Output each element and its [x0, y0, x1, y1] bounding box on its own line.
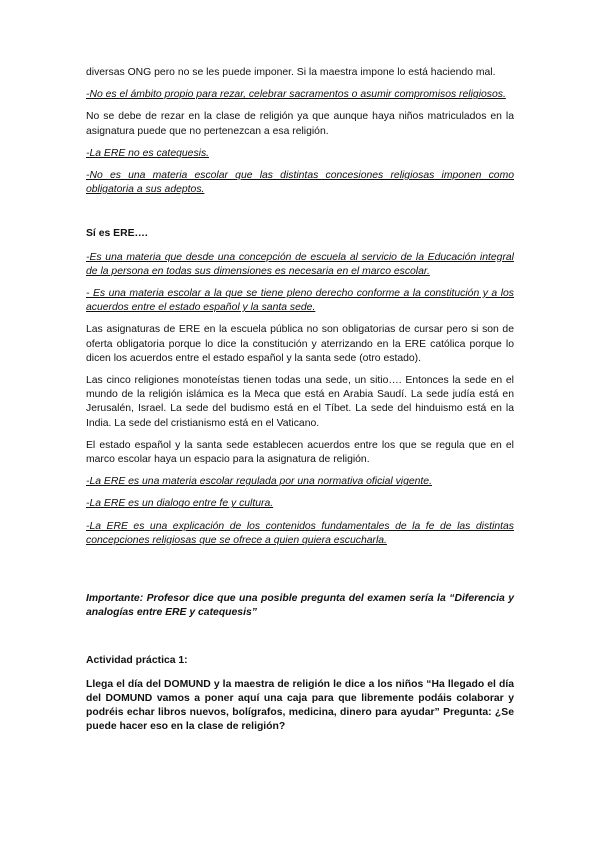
paragraph: -La ERE es un dialogo entre fe y cultura. — [86, 498, 274, 510]
paragraph: - Es una materia escolar a la que se tiene pleno derecho conforme a la constitución y a los acuerdos entre el estado español y la santa sede. — [86, 288, 514, 314]
paragraph: -No es el ámbito propio para rezar, celebrar sacramentos o asumir compromisos religiosos. — [86, 89, 506, 101]
paragraph: diversas ONG pero no se les puede imponer. Si la maestra impone lo está haciendo mal. — [86, 67, 496, 78]
paragraph: No se debe de rezar en la clase de religión ya que aunque haya niños matriculados en la asignatura puede que no pertenezcan a esa religión. — [86, 111, 514, 137]
paragraph: Importante: Profesor dice que una posible pregunta del examen sería la “Diferencia y analogías entre ERE y catequesis” — [86, 593, 514, 619]
paragraph: Llega el día del DOMUND y la maestra de religión le dice a los niños “Ha llegado el día del DOMUND vamos a poner aquí una caja para que libremente podáis colaborar y podréis echar libros nuevos, bolígrafos, medicina, dinero para ayudar” Pregunta: ¿Se puede hacer eso en la clase de religión? — [86, 678, 514, 733]
paragraph: Las cinco religiones monoteístas tienen todas una sede, un sitio…. Entonces la sede en el mundo de la religión islámica es la Meca que está en Arabia Saudí. La sede judía está en Jerusalén, Israel. La sede del budismo está en el Tíbet. La sede del hinduismo está en la India. La sede del cristianismo está en el Vaticano. — [86, 375, 514, 429]
paragraph: Las asignaturas de ERE en la escuela pública no son obligatorias de cursar pero si son de oferta obligatoria porque lo dice la constitución y aterrizando en la ERE católica porque lo dicen los acuerdos entre el estado español y la santa sede (otro estado). — [86, 324, 514, 364]
paragraph: -La ERE no es catequesis. — [86, 147, 210, 159]
paragraph: Sí es ERE…. — [86, 228, 148, 240]
paragraph: -Es una materia que desde una concepción de escuela al servicio de la Educación integral de la persona en todas sus dimensiones es necesaria en el marco escolar. — [86, 251, 514, 277]
paragraph: -No es una materia escolar que las distintas concesiones religiosas imponen como obligatoria a sus adeptos. — [86, 170, 514, 196]
paragraph: -La ERE es una materia escolar regulada por una normativa oficial vigente. — [86, 476, 432, 488]
paragraph: Actividad práctica 1: — [86, 655, 188, 667]
paragraph: El estado español y la santa sede establecen acuerdos entre los que se regula que en el marco escolar haya un espacio para la asignatura de religión. — [86, 439, 514, 466]
paragraph: -La ERE es una explicación de los contenidos fundamentales de la fe de las distintas concepciones religiosas que se ofrece a quien quiera escucharla. — [86, 520, 514, 546]
